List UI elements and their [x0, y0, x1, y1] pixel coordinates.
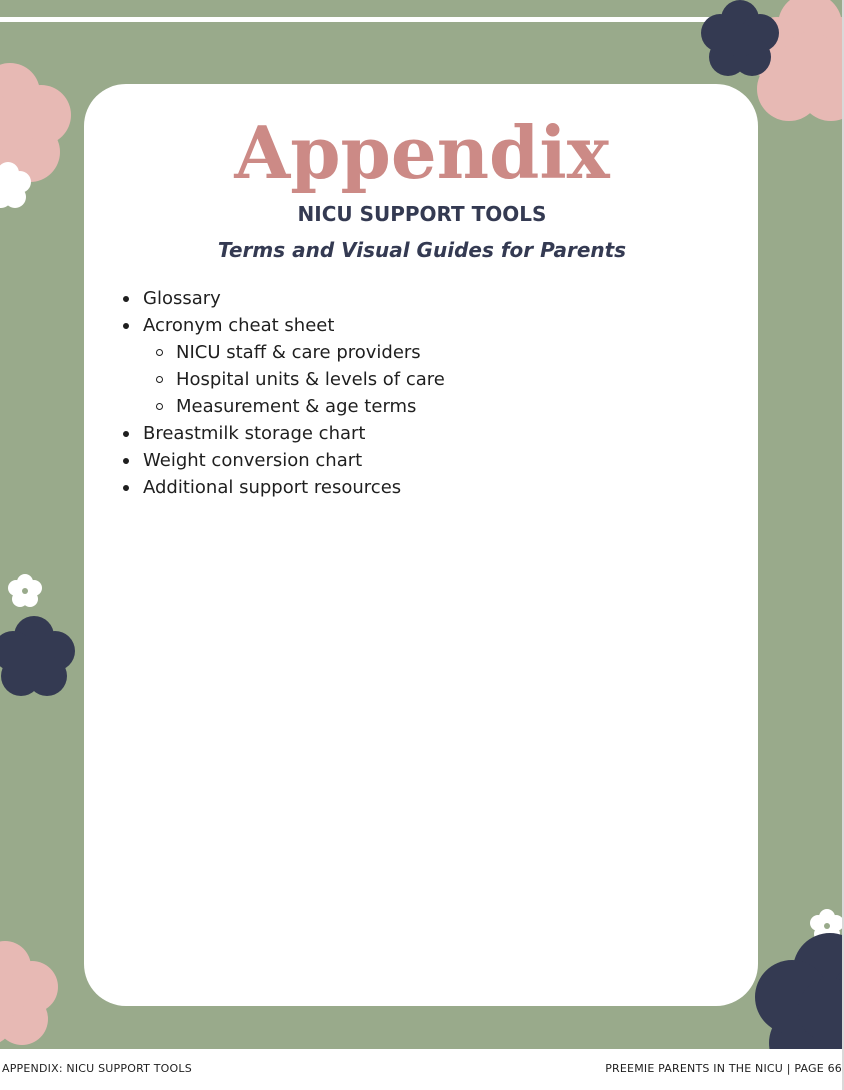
navy-flower-icon: [695, 0, 785, 85]
list-item-breastmilk-storage-chart: Breastmilk storage chart: [143, 420, 703, 447]
white-flower-icon: [5, 571, 45, 611]
footer-section-title: APPENDIX: NICU SUPPORT TOOLS: [2, 1062, 192, 1075]
list-item-acronym-cheat-sheet: Acronym cheat sheet: [143, 312, 703, 339]
top-divider-line: [0, 17, 730, 22]
page-tagline: Terms and Visual Guides for Parents: [217, 238, 627, 262]
list-item-weight-conversion-chart: Weight conversion chart: [143, 447, 703, 474]
sub-list-item-nicu-staff: NICU staff & care providers: [143, 339, 703, 366]
page-subtitle: NICU SUPPORT TOOLS: [297, 202, 547, 226]
list-item-additional-support-resources: Additional support resources: [143, 474, 703, 501]
sub-list-item-hospital-units: Hospital units & levels of care: [143, 366, 703, 393]
footer-page-number: PREEMIE PARENTS IN THE NICU | PAGE 66: [605, 1062, 842, 1075]
appendix-contents-list: [143, 285, 703, 501]
navy-flower-icon: [745, 925, 842, 1049]
pink-flower-icon: [0, 935, 65, 1049]
sub-list-item-measurement-terms: Measurement & age terms: [143, 393, 703, 420]
navy-flower-icon: [0, 612, 80, 704]
page-title: Appendix: [234, 110, 610, 195]
list-item-glossary: Glossary: [143, 285, 703, 312]
